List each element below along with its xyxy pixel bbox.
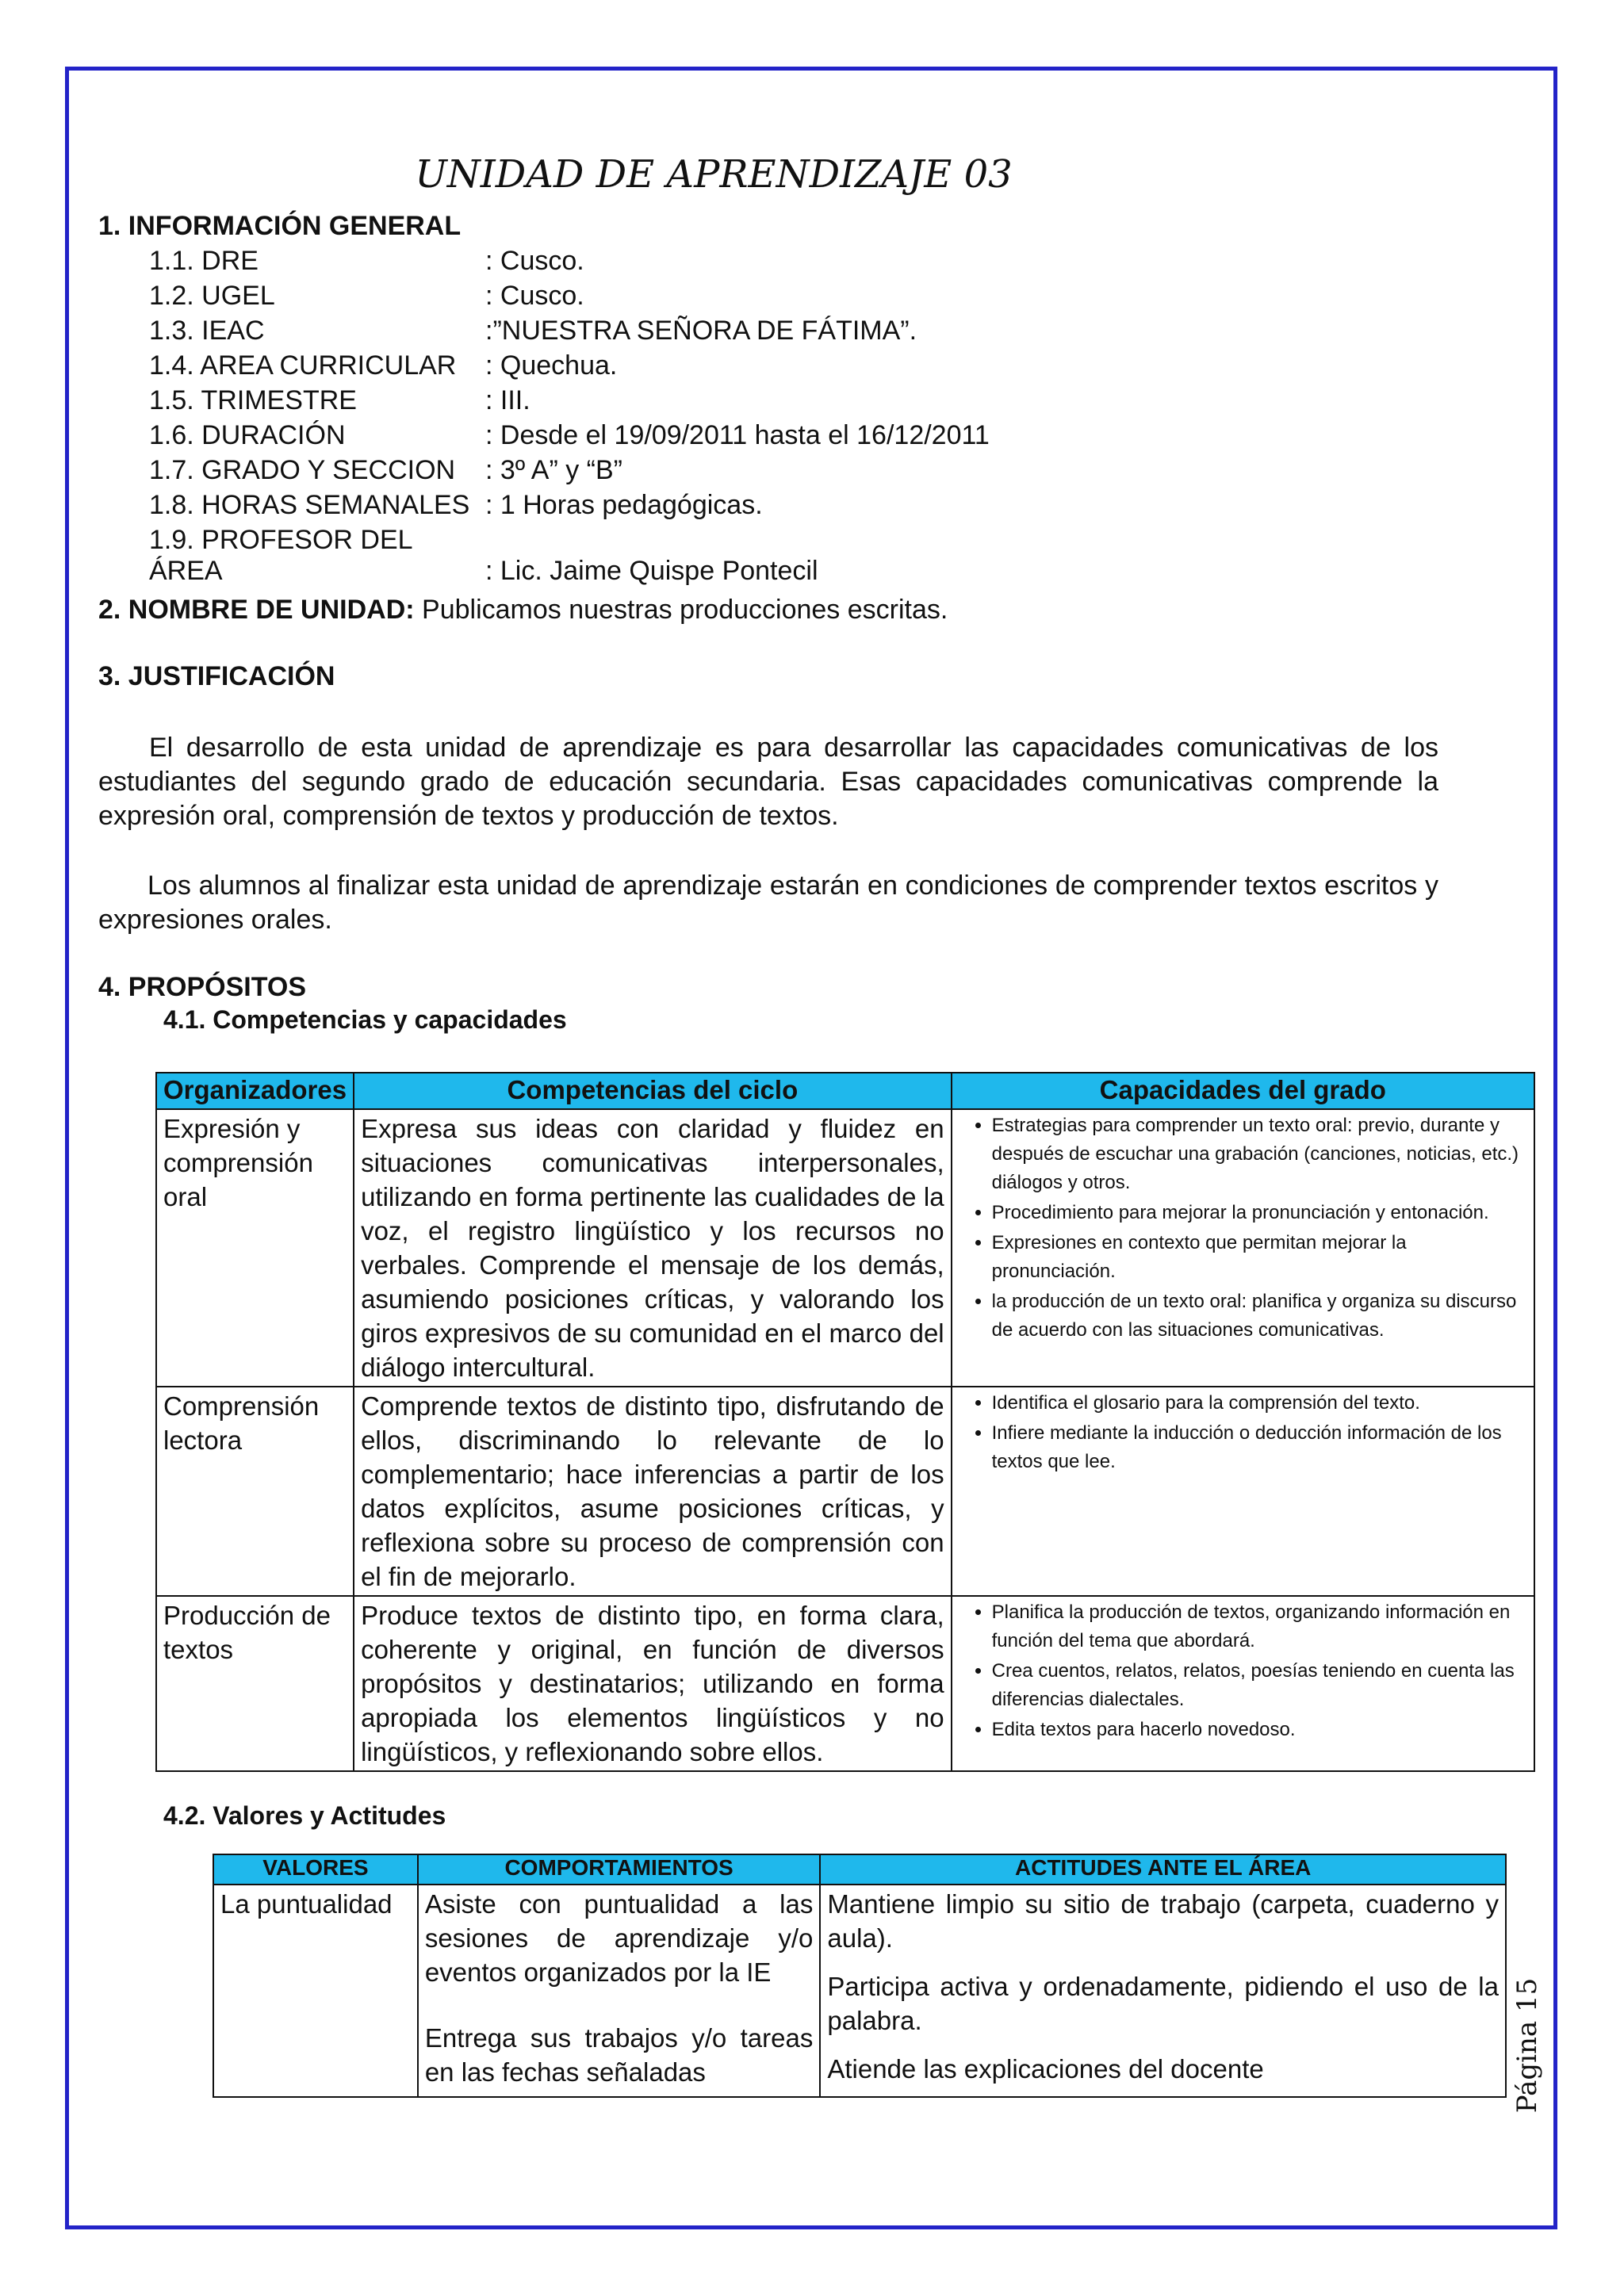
section-1-heading: 1. INFORMACIÓN GENERAL (98, 211, 462, 241)
info-label: 1.9. PROFESOR DEL ÁREA (149, 525, 412, 586)
organizador-cell: Comprensión lectora (156, 1387, 354, 1596)
actitud-item: Atiende las explicaciones del docente (827, 2054, 1264, 2084)
info-row (149, 246, 584, 277)
comportamiento-item: Entrega sus trabajos y/o tareas en las fechas señaladas (424, 2023, 814, 2087)
header-organizadores: Organizadores (156, 1073, 354, 1109)
list-item: • Estrategias para comprender un texto oral: previo, durante y después de escuchar una grabación (canciones, noticias, etc.) diálogos y otros. (992, 1112, 1527, 1197)
info-value: : III. (485, 385, 530, 415)
actitud-item: Participa activa y ordenadamente, pidiendo el uso de la palabra. (827, 1972, 1499, 2035)
info-row (149, 350, 617, 381)
info-label: 1.3. IEAC (149, 316, 265, 346)
capacidades-list (959, 1598, 1527, 1744)
info-row (149, 490, 763, 521)
section-2-line (98, 593, 1446, 627)
info-value: : Desde el 19/09/2011 hasta el 16/12/2011 (485, 420, 990, 450)
header-actitudes: ACTITUDES ANTE EL ÁREA (820, 1854, 1506, 1885)
subsection-4-2-heading: 4.2. Valores y Actitudes (163, 1801, 446, 1830)
header-valores: VALORES (213, 1854, 418, 1885)
info-label: 1.7. GRADO Y SECCION (149, 455, 456, 485)
comportamientos-cell (418, 1885, 821, 2097)
section-3-heading: 3. JUSTIFICACIÓN (98, 661, 335, 691)
list-item: • Crea cuentos, relatos, relatos, poesías teniendo en cuenta las diferencias dialectales. (992, 1657, 1527, 1714)
list-item: • Procedimiento para mejorar la pronunciación y entonación. (992, 1199, 1527, 1227)
capacidades-list (959, 1389, 1527, 1476)
organizador-cell: Producción de textos (156, 1596, 354, 1771)
table-row (156, 1387, 1534, 1596)
competencia-cell: Comprende textos de distinto tipo, disfrutando de ellos, discriminando lo relevante de lo complementario; hace inferencias a partir de los datos explícitos, asume posiciones críticas, y reflexiona sobre su proceso de comprensión con el fin de mejorarlo. (354, 1387, 952, 1596)
info-row (149, 385, 530, 416)
section-2-heading: 2. NOMBRE DE UNIDAD: (98, 595, 415, 625)
list-item: • Planifica la producción de textos, organizando información en función del tema que abordará. (992, 1598, 1527, 1655)
organizador-cell: Expresión y comprensión oral (156, 1109, 354, 1387)
info-label: 1.5. TRIMESTRE (149, 385, 357, 415)
table-row (156, 1596, 1534, 1771)
info-value: : Lic. Jaime Quispe Pontecil (485, 556, 818, 586)
info-label: 1.1. DRE (149, 246, 259, 276)
list-item: • la producción de un texto oral: planifica y organiza su discurso de acuerdo con las situaciones comunicativas. (992, 1288, 1527, 1345)
comportamiento-item: Asiste con puntualidad a las sesiones de aprendizaje y/o eventos organizados por la IE (424, 1889, 814, 1987)
table-row (213, 1885, 1506, 2097)
actitudes-cell (820, 1885, 1506, 2097)
capacidades-cell (952, 1109, 1534, 1387)
justification-paragraph-2: Los alumnos al finalizar esta unidad de aprendizaje estarán en condiciones de comprender textos escritos y expresiones orales. (98, 871, 1438, 935)
info-row (149, 281, 584, 312)
competencia-cell: Expresa sus ideas con claridad y fluidez en situaciones comunicativas interpersonales, utilizando en forma pertinente las cualidades de la voz, el registro lingüístico y los recursos no verbales. Comprende el mensaje de los demás, asumiendo posiciones críticas, y valorando los giros expresivos de su comunidad en el marco del diálogo intercultural. (354, 1109, 952, 1387)
list-item: • Infiere mediante la inducción o deducción información de los textos que lee. (992, 1419, 1527, 1476)
actitud-item: Mantiene limpio su sitio de trabajo (carpeta, cuaderno y aula). (827, 1889, 1499, 1953)
info-value: : Cusco. (485, 281, 584, 311)
capacidades-cell (952, 1387, 1534, 1596)
capacidades-list (959, 1112, 1527, 1345)
competencias-table (155, 1072, 1535, 1772)
valores-table (213, 1854, 1507, 2098)
subsection-4-1-heading: 4.1. Competencias y capacidades (163, 1005, 567, 1034)
document-title: UNIDAD DE APRENDIZAJE 03 (415, 152, 1013, 197)
info-row (149, 455, 622, 486)
table-header-row (213, 1854, 1506, 1885)
info-value: : Cusco. (485, 246, 584, 276)
section-4-heading: 4. PROPÓSITOS (98, 972, 307, 1002)
table-header-row (156, 1073, 1534, 1109)
list-item: • Expresiones en contexto que permitan mejorar la pronunciación. (992, 1229, 1527, 1286)
header-competencias: Competencias del ciclo (354, 1073, 952, 1109)
info-value: : 1 Horas pedagógicas. (485, 490, 763, 520)
header-capacidades: Capacidades del grado (952, 1073, 1534, 1109)
info-value: :”NUESTRA SEÑORA DE FÁTIMA”. (485, 316, 917, 346)
capacidades-cell (952, 1596, 1534, 1771)
info-label: 1.8. HORAS SEMANALES (149, 490, 470, 520)
justification-paragraph-1: El desarrollo de esta unidad de aprendizaje es para desarrollar las capacidades comunicativas de los estudiantes del segundo grado de educación secundaria. Esas capacidades comunicativas comprende la expresión oral, comprensión de textos y producción de textos. (98, 733, 1438, 831)
unit-name: Publicamos nuestras producciones escritas. (414, 595, 948, 625)
header-comportamientos: COMPORTAMIENTOS (418, 1854, 821, 1885)
page-number: Página 15 (1511, 1977, 1543, 2114)
list-item: • Edita textos para hacerlo novedoso. (992, 1716, 1527, 1744)
info-row (149, 525, 818, 587)
info-value: : 3º A” y “B” (485, 455, 623, 485)
info-row (149, 316, 917, 346)
valor-cell: La puntualidad (213, 1885, 418, 2097)
info-label: 1.6. DURACIÓN (149, 420, 346, 450)
info-value: : Quechua. (485, 350, 618, 381)
table-row (156, 1109, 1534, 1387)
competencia-cell: Produce textos de distinto tipo, en forma clara, coherente y original, en función de diversos propósitos y destinatarios; utilizando en forma apropiada los elementos lingüísticos y no lingüísticos, y reflexionando sobre ellos. (354, 1596, 952, 1771)
info-row (149, 420, 990, 451)
info-label: 1.4. AREA CURRICULAR (149, 350, 457, 381)
list-item: • Identifica el glosario para la comprensión del texto. (992, 1389, 1527, 1418)
info-label: 1.2. UGEL (149, 281, 275, 311)
